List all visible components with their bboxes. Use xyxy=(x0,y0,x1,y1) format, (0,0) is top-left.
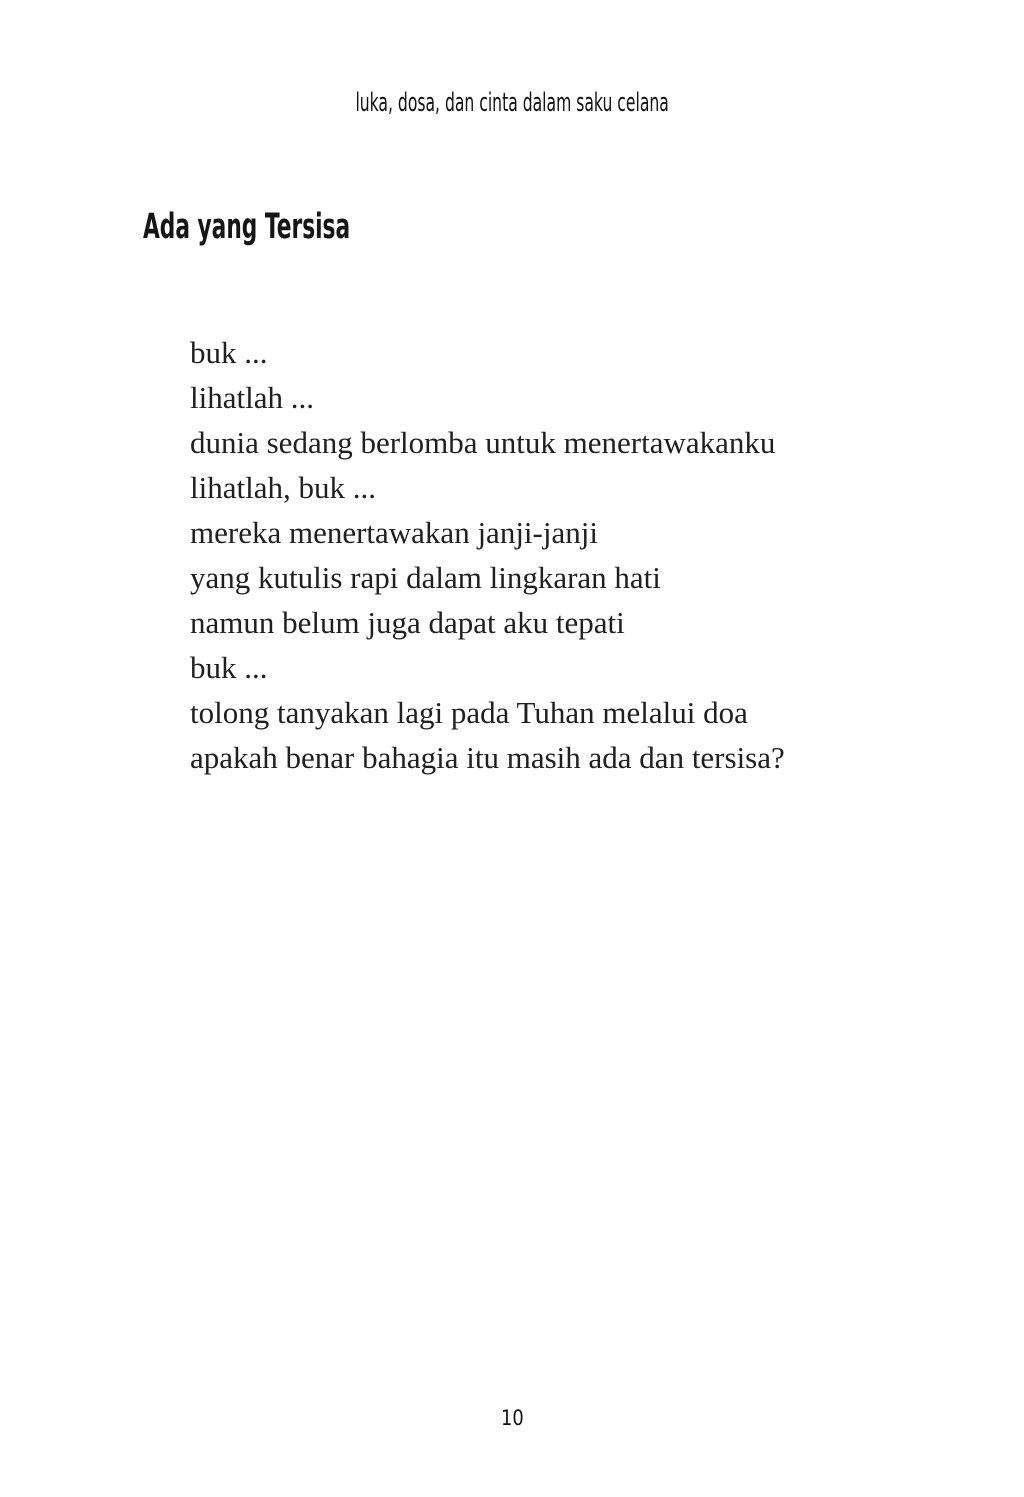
poem-line: apakah benar bahagia itu masih ada dan tersisa? xyxy=(190,740,785,775)
poem-line: buk ... xyxy=(190,335,268,370)
poem-title: Ada yang Tersisa xyxy=(143,207,351,247)
poem-line: lihatlah, buk ... xyxy=(190,470,376,505)
poem-line: dunia sedang berlomba untuk menertawakanku xyxy=(190,425,776,460)
running-header xyxy=(0,88,1024,118)
poem-line: namun belum juga dapat aku tepati xyxy=(190,605,625,640)
poem-line: tolong tanyakan lagi pada Tuhan melalui doa xyxy=(190,695,748,730)
poem-body xyxy=(190,330,785,780)
poem-line: lihatlah ... xyxy=(190,380,314,415)
page-number xyxy=(0,1406,1024,1430)
poem-line: mereka menertawakan janji-janji xyxy=(190,515,598,550)
poem-line: yang kutulis rapi dalam lingkaran hati xyxy=(190,560,661,595)
running-header-text: luka, dosa, dan cinta dalam saku celana xyxy=(355,88,669,118)
page-number-text: 10 xyxy=(500,1406,524,1430)
poem-line: buk ... xyxy=(190,650,268,685)
